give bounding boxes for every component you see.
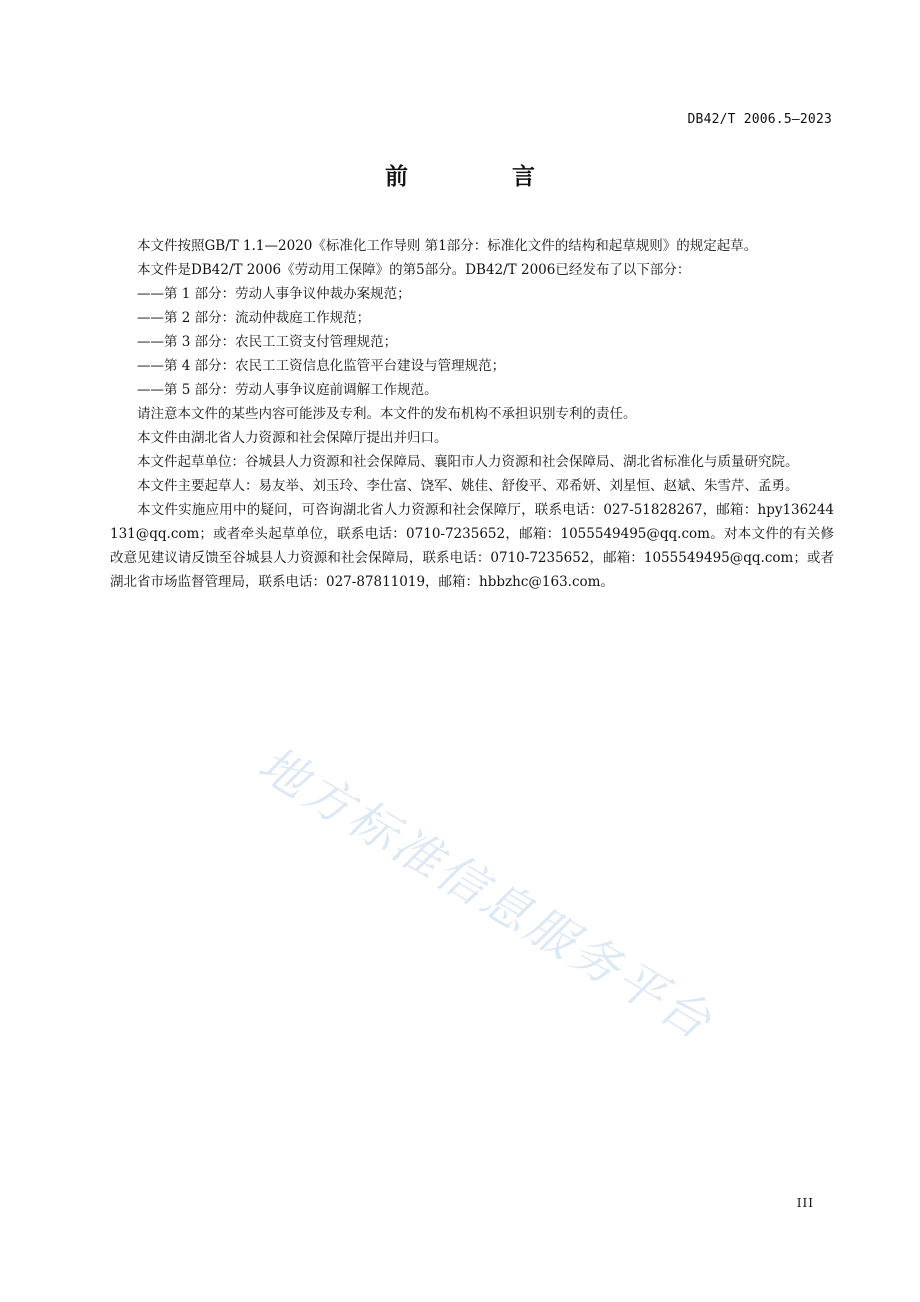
watermark: 地方标准信息服务平台: [248, 735, 723, 1052]
list-item-part-3: ——第 3 部分：农民工工资支付管理规范；: [137, 334, 398, 350]
paragraph-drafting-rule: 本文件按照GB/T 1.1—2020《标准化工作导则 第1部分：标准化文件的结构和起草规则》的规定起草。: [137, 238, 758, 254]
paragraph-contact: 本文件实施应用中的疑问，可咨询湖北省人力资源和社会保障厅，联系电话：027-51828267，邮箱：hpy136244131@qq.com；或者牵头起草单位，联系电话：0710-7235652，邮箱：1055549495@qq.com。对本文件的有关修改意见建议请反馈至谷城县人力资源和社会保障局，联系电话：0710-7235652，邮箱：1055549495@qq.com；或者湖北省市场监督管理局，联系电话：027-87811019，邮箱：hbbzhc@163.com。: [110, 502, 834, 590]
foreword-body: [110, 234, 834, 594]
page-number: III: [796, 1196, 814, 1210]
page-title: 前 言: [384, 164, 583, 190]
paragraph-patent-notice: 请注意本文件的某些内容可能涉及专利。本文件的发布机构不承担识别专利的责任。: [137, 406, 637, 422]
document-code: DB42/T 2006.5—2023: [687, 112, 832, 127]
list-item-part-2: ——第 2 部分：流动仲裁庭工作规范；: [137, 310, 371, 326]
paragraph-drafters: 本文件主要起草人：易友举、刘玉玲、李仕富、饶军、姚佳、舒俊平、邓希妍、刘星恒、赵斌、朱雪芹、孟勇。: [137, 478, 799, 494]
list-item-part-1: ——第 1 部分：劳动人事争议仲裁办案规范；: [137, 286, 411, 302]
paragraph-part-intro: 本文件是DB42/T 2006《劳动用工保障》的第5部分。DB42/T 2006已经发布了以下部分：: [137, 262, 691, 278]
list-item-part-5: ——第 5 部分：劳动人事争议庭前调解工作规范。: [137, 382, 438, 398]
paragraph-drafting-units: 本文件起草单位：谷城县人力资源和社会保障局、襄阳市人力资源和社会保障局、湖北省标准化与质量研究院。: [137, 454, 799, 470]
paragraph-proposer: 本文件由湖北省人力资源和社会保障厅提出并归口。: [137, 430, 448, 446]
list-item-part-4: ——第 4 部分：农民工工资信息化监管平台建设与管理规范；: [137, 358, 506, 374]
